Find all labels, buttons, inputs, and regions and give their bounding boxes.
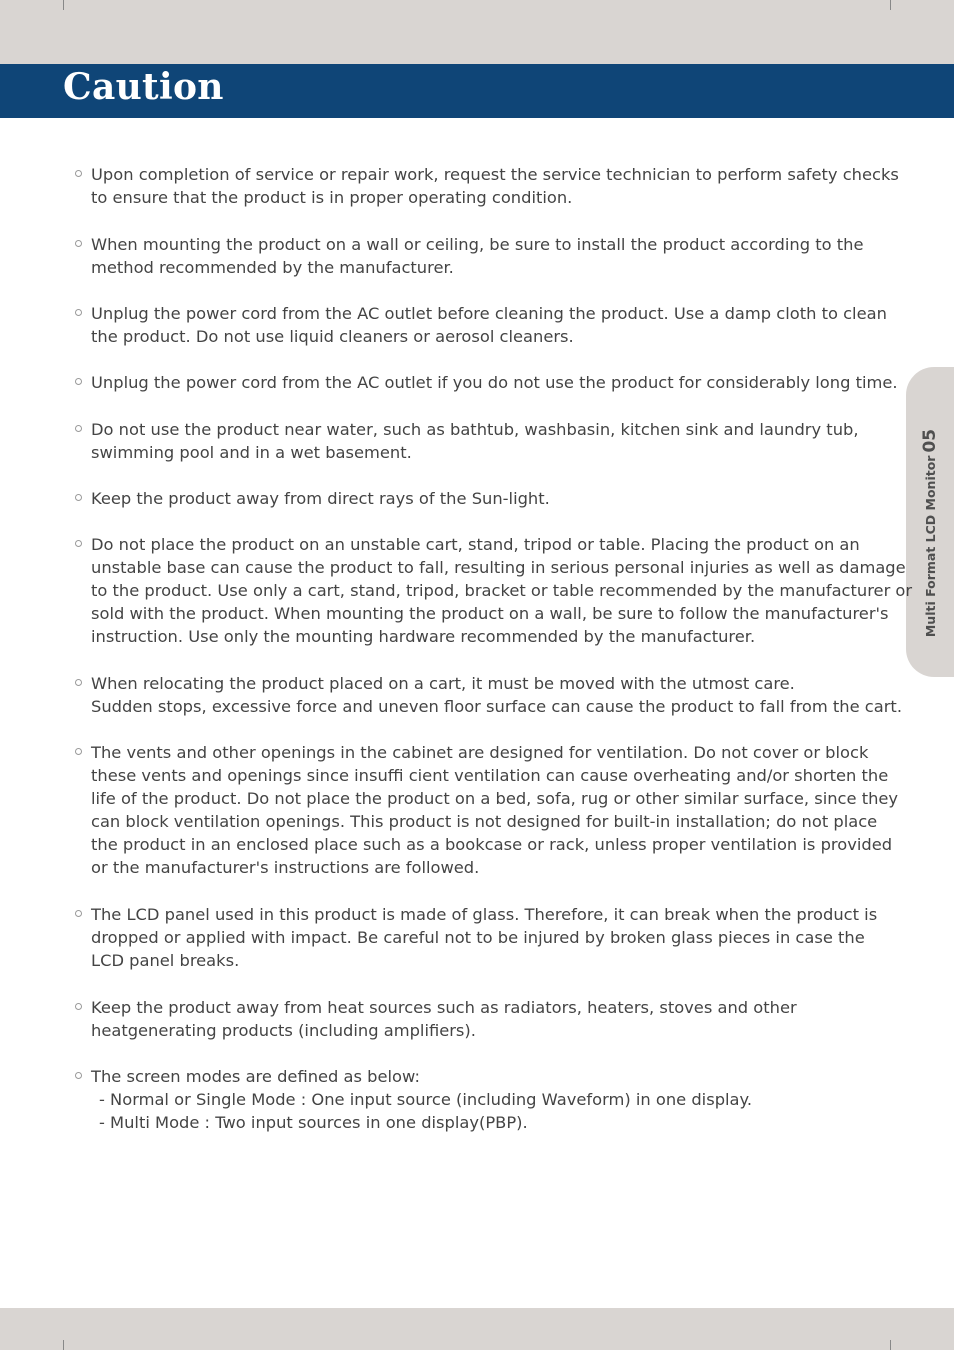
bullet-icon xyxy=(75,378,82,385)
list-item xyxy=(75,996,797,1042)
item-line: Keep the product away from direct rays of the Sun-light. xyxy=(91,489,550,508)
item-line: to the product. Use only a cart, stand, tripod, bracket or table recommended by the manufacturer or xyxy=(91,581,913,601)
bullet-icon xyxy=(75,910,82,917)
item-line: method recommended by the manufacturer. xyxy=(91,258,454,278)
item-line: LCD panel breaks. xyxy=(91,951,240,971)
bullet-icon xyxy=(75,679,82,686)
list-item xyxy=(75,672,902,718)
bullet-icon xyxy=(75,1072,82,1079)
item-line: swimming pool and in a wet basement. xyxy=(91,443,412,463)
item-line: Unplug the power cord from the AC outlet if you do not use the product for considerably long time. xyxy=(91,373,898,392)
item-line: instruction. Use only the mounting hardware recommended by the manufacturer. xyxy=(91,627,756,647)
item-line: Keep the product away from heat sources such as radiators, heaters, stoves and other xyxy=(91,998,797,1017)
item-line: unstable base can cause the product to fall, resulting in serious personal injuries as well as damage xyxy=(91,558,906,578)
list-item xyxy=(75,741,898,880)
side-tab-label: Multi Format LCD Monitor xyxy=(923,455,938,638)
list-item xyxy=(75,302,887,348)
item-line: Do not place the product on an unstable cart, stand, tripod or table. Placing the product on an xyxy=(91,535,860,554)
side-tab-text xyxy=(920,429,940,637)
bullet-icon xyxy=(75,309,82,316)
list-item xyxy=(75,418,859,464)
bullet-icon xyxy=(75,240,82,247)
item-subline: - Normal or Single Mode : One input source (including Waveform) in one display. xyxy=(99,1090,753,1110)
bullet-icon xyxy=(75,748,82,755)
crop-mark xyxy=(890,1340,891,1350)
bullet-icon xyxy=(75,540,82,547)
item-line: dropped or applied with impact. Be careful not to be injured by broken glass pieces in case the xyxy=(91,928,865,948)
item-line: When mounting the product on a wall or ceiling, be sure to install the product according to the xyxy=(91,235,864,254)
bullet-icon xyxy=(75,494,82,501)
item-line: can block ventilation openings. This product is not designed for built-in installation; do not place xyxy=(91,812,878,832)
list-item xyxy=(75,163,899,209)
item-line: heatgenerating products (including amplifiers). xyxy=(91,1021,476,1041)
item-line: Upon completion of service or repair work, request the service technician to perform safety checks xyxy=(91,165,899,184)
item-line: The vents and other openings in the cabinet are designed for ventilation. Do not cover or block xyxy=(91,743,869,762)
item-line: life of the product. Do not place the product on a bed, sofa, rug or other similar surface, since they xyxy=(91,789,899,809)
list-item xyxy=(75,903,877,972)
item-line: the product in an enclosed place such as a bookcase or rack, unless proper ventilation is provided xyxy=(91,835,893,855)
bullet-icon xyxy=(75,1003,82,1010)
item-line: sold with the product. When mounting the product on a wall, be sure to follow the manufacturer's xyxy=(91,604,889,624)
list-item xyxy=(75,1065,752,1134)
bullet-icon xyxy=(75,170,82,177)
crop-mark xyxy=(63,0,64,10)
crop-mark xyxy=(890,0,891,10)
item-line: The LCD panel used in this product is made of glass. Therefore, it can break when the product is xyxy=(91,905,878,924)
page-number: 05 xyxy=(920,428,940,453)
top-gray-band xyxy=(0,0,954,64)
page-title: Caution xyxy=(63,66,224,108)
item-line: to ensure that the product is in proper operating condition. xyxy=(91,188,573,208)
item-line: Unplug the power cord from the AC outlet before cleaning the product. Use a damp cloth to clean xyxy=(91,304,887,323)
item-line: The screen modes are defined as below: xyxy=(91,1067,420,1086)
list-item xyxy=(75,533,912,648)
item-subline: - Multi Mode : Two input sources in one display(PBP). xyxy=(99,1113,528,1133)
item-line: these vents and openings since insuffi cient ventilation can cause overheating and/or shorten the xyxy=(91,766,889,786)
item-line: Do not use the product near water, such as bathtub, washbasin, kitchen sink and laundry tub, xyxy=(91,420,859,439)
list-item xyxy=(75,233,863,279)
item-line: Sudden stops, excessive force and uneven floor surface can cause the product to fall from the cart. xyxy=(91,697,902,717)
list-item xyxy=(75,371,898,394)
crop-mark xyxy=(63,1340,64,1350)
item-line: the product. Do not use liquid cleaners or aerosol cleaners. xyxy=(91,327,574,347)
list-item xyxy=(75,487,550,510)
item-line: When relocating the product placed on a cart, it must be moved with the utmost care. xyxy=(91,674,795,693)
bottom-gray-band xyxy=(0,1308,954,1350)
item-line: or the manufacturer's instructions are followed. xyxy=(91,858,480,878)
bullet-icon xyxy=(75,425,82,432)
